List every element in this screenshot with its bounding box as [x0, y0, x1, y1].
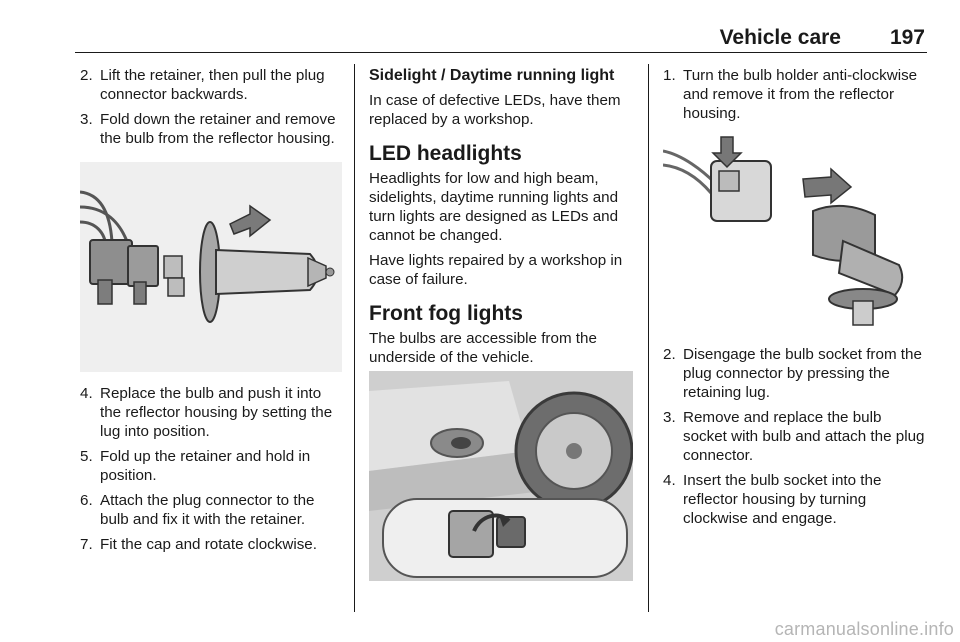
- step-number: 1.: [663, 67, 676, 84]
- step-item: [663, 345, 927, 402]
- step-number: 4.: [80, 385, 93, 402]
- step-number: 3.: [80, 111, 93, 128]
- step-text: Fold down the retainer and remove the bulb from the reflector housing.: [100, 111, 336, 147]
- step-item: [663, 408, 927, 465]
- led-headlights-heading: LED headlights: [369, 142, 522, 165]
- step-item: [80, 535, 342, 554]
- figure-h7-bulb-removal: [80, 162, 342, 372]
- column-3: [663, 66, 927, 528]
- sidelight-text: In case of defective LEDs, have them replaced by a workshop.: [369, 92, 621, 128]
- steps-list-d: [663, 345, 927, 528]
- step-number: 2.: [80, 67, 93, 84]
- watermark: carmanualsonline.info: [774, 619, 954, 639]
- step-item: [80, 66, 342, 104]
- steps-list-c: [663, 66, 927, 123]
- step-number: 5.: [80, 448, 93, 465]
- step-text: Replace the bulb and push it into the reflector housing by setting the lug into position.: [100, 385, 333, 440]
- column-2: [369, 66, 633, 581]
- page-header: [75, 26, 925, 52]
- step-number: 4.: [663, 472, 676, 489]
- figure-fog-light-access: [369, 371, 633, 581]
- step-text: Remove and replace the bulb socket with bulb and attach the plug connector.: [683, 409, 925, 464]
- steps-list-b: [80, 384, 342, 554]
- step-item: [663, 471, 927, 528]
- column-divider-2: [648, 64, 649, 612]
- step-number: 6.: [80, 492, 93, 509]
- step-item: [663, 66, 927, 123]
- step-text: Turn the bulb holder anti-clockwise and remove it from the reflector housing.: [683, 67, 918, 122]
- section-title: Vehicle care: [719, 26, 841, 49]
- bulb-removal-illustration: [80, 162, 342, 372]
- step-item: [80, 491, 342, 529]
- step-text: Insert the bulb socket into the reflector housing by turning clockwise and engage.: [683, 472, 882, 527]
- page-number: 197: [889, 26, 925, 49]
- step-text: Lift the retainer, then pull the plug connector backwards.: [100, 67, 325, 103]
- step-text: Fit the cap and rotate clockwise.: [100, 536, 317, 553]
- led-headlights-text-2: Have lights repaired by a workshop in case of failure.: [369, 252, 623, 288]
- step-text: Fold up the retainer and hold in position.: [100, 448, 311, 484]
- figure-bulb-holder-removal: [663, 131, 927, 331]
- step-number: 2.: [663, 346, 676, 363]
- step-item: [80, 447, 342, 485]
- front-fog-lights-heading: Front fog lights: [369, 302, 523, 325]
- fog-light-access-illustration: [369, 371, 633, 581]
- front-fog-lights-text: The bulbs are accessible from the underside of the vehicle.: [369, 330, 597, 366]
- header-rule: [75, 52, 927, 53]
- bulb-holder-illustration: [663, 131, 927, 331]
- step-number: 7.: [80, 536, 93, 553]
- step-item: [80, 110, 342, 148]
- column-divider-1: [354, 64, 355, 612]
- step-text: Attach the plug connector to the bulb and fix it with the retainer.: [100, 492, 315, 528]
- steps-list-a: [80, 66, 342, 148]
- step-text: Disengage the bulb socket from the plug connector by pressing the retaining lug.: [683, 346, 922, 401]
- led-headlights-text-1: Headlights for low and high beam, sidelights, daytime running lights and turn lights are designed as LEDs and cannot be changed.: [369, 170, 619, 244]
- column-1: [80, 66, 342, 554]
- step-number: 3.: [663, 409, 676, 426]
- step-item: [80, 384, 342, 441]
- sidelight-heading: Sidelight / Daytime running light: [369, 67, 615, 84]
